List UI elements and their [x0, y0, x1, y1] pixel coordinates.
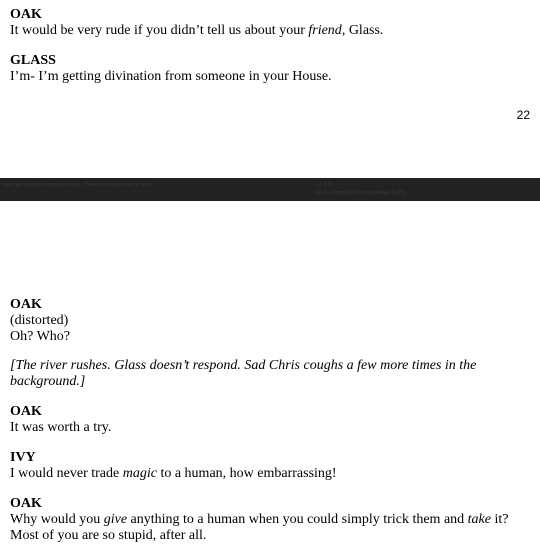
page-number: 22	[516, 108, 530, 122]
dialogue-line: It would be very rude if you didn’t tell us about your friend, Glass.	[10, 23, 384, 38]
speaker-name: IVY	[10, 450, 36, 465]
page-divider-bar	[0, 178, 540, 201]
bleed-through-text-right: GLASS (as if compelled) I'm speaking clearly.	[315, 182, 407, 196]
bleed-through-text-left: Stars are aligned, trying the trick. These fools are blind to you.	[2, 182, 153, 188]
dialogue-block-ivy	[10, 450, 535, 482]
speaker-name: OAK	[10, 404, 42, 419]
dialogue-line: I would never trade magic to a human, how embarrassing!	[10, 466, 337, 481]
speaker-name: GLASS	[10, 53, 56, 68]
dialogue-block-oak-3	[10, 404, 535, 436]
stage-direction	[10, 358, 535, 390]
dialogue-block-oak-1	[10, 7, 535, 39]
script-page-bottom	[0, 201, 540, 552]
speaker-name: OAK	[10, 496, 42, 511]
dialogue-block-oak-2	[10, 297, 535, 345]
dialogue-block-glass	[10, 53, 535, 85]
stage-direction-text: [The river rushes. Glass doesn’t respond. Sad Chris coughs a few more times in the background.]	[10, 358, 477, 389]
dialogue-block-oak-4	[10, 496, 535, 544]
speaker-name: OAK	[10, 7, 42, 22]
script-page-top	[0, 0, 540, 178]
dialogue-line: It was worth a try.	[10, 420, 112, 435]
parenthetical: (distorted)	[10, 313, 69, 328]
dialogue-line: Why would you give anything to a human when you could simply trick them and take it? Most of you are so stupid, after all.	[10, 512, 509, 543]
speaker-name: OAK	[10, 297, 42, 312]
dialogue-line: I’m- I’m getting divination from someone in your House.	[10, 69, 332, 84]
dialogue-line: Oh? Who?	[10, 329, 70, 344]
